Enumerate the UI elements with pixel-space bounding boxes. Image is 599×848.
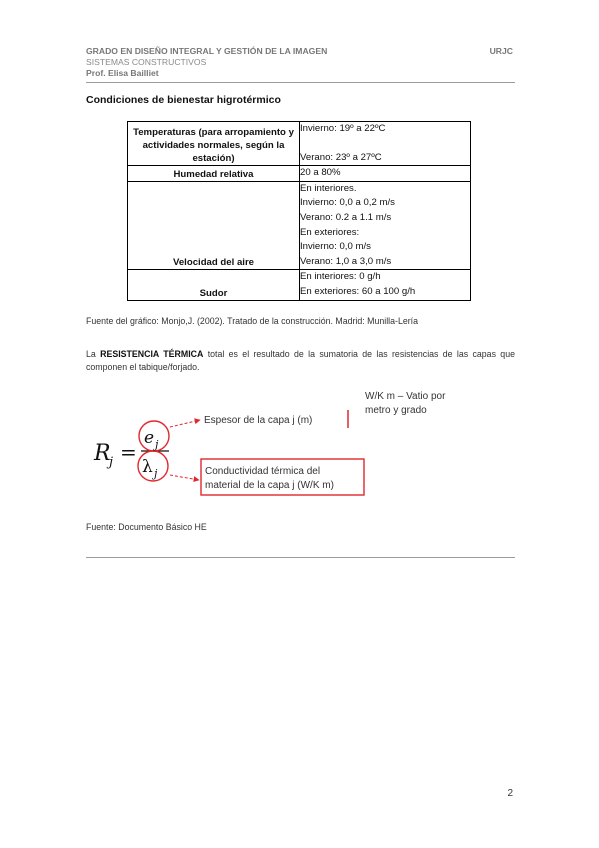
- table-value: Verano: 0.2 a 1.1 m/s: [300, 211, 392, 223]
- thermal-resistance-paragraph: [86, 348, 515, 374]
- row-values-sweat: [300, 270, 471, 300]
- arrow-to-thickness-label: [170, 420, 200, 427]
- table-value: Invierno: 0,0 m/s: [300, 241, 371, 253]
- header-professor: Prof. Elisa Bailliet: [86, 68, 159, 78]
- paragraph-body: total es el resultado de la sumatoria de las resistencias de las capas que componen el tabique/forjado.: [86, 349, 515, 372]
- table-value: Verano: 23º a 27ºC: [300, 151, 382, 163]
- row-values-temperatures: [300, 122, 471, 166]
- table-value: Invierno: 0,0 a 0,2 m/s: [300, 197, 395, 209]
- formula-equals: =: [120, 440, 137, 464]
- paragraph-intro: La: [86, 349, 101, 359]
- header-course: SISTEMAS CONSTRUCTIVOS: [86, 57, 207, 67]
- table-value: En exteriores:: [300, 226, 360, 238]
- row-label-humidity: Humedad relativa: [128, 166, 300, 182]
- header-institution: URJC: [489, 46, 513, 56]
- table-row: [128, 181, 471, 270]
- formula-lhs-subscript: j: [109, 455, 114, 470]
- thermal-resistance-formula: [86, 380, 515, 510]
- table-value: En exteriores: 60 a 100 g/h: [300, 285, 416, 297]
- table-row: [128, 166, 471, 182]
- row-label-air-speed: Velocidad del aire: [128, 181, 300, 270]
- arrow-to-conductivity-label: [170, 475, 199, 480]
- formula-numerator: e: [144, 428, 155, 448]
- table-row: [128, 122, 471, 166]
- formula-source: Fuente: Documento Básico HE: [86, 522, 207, 532]
- table-value: En interiores: 0 g/h: [300, 271, 381, 283]
- table-value: En interiores.: [300, 182, 357, 194]
- row-label-sweat: Sudor: [128, 270, 300, 300]
- thickness-label: Espesor de la capa j (m): [204, 415, 313, 426]
- row-values-humidity: [300, 166, 471, 182]
- header-divider: [86, 82, 515, 83]
- table-source: Fuente del gráfico: Monjo,J. (2002). Tratado de la construcción. Madrid: Munilla-Lería: [86, 316, 419, 326]
- formula-numerator-subscript: j: [155, 438, 159, 451]
- formula-denominator-subscript: j: [154, 467, 158, 480]
- table-value: Verano: 1,0 a 3,0 m/s: [300, 255, 392, 267]
- table-value: Invierno: 19º a 22ºC: [300, 123, 386, 134]
- unit-note: W/K m – Vatio por metro y grado: [365, 391, 446, 416]
- formula-lhs: R: [94, 441, 111, 466]
- comfort-table: [127, 121, 471, 301]
- header-degree: GRADO EN DISEÑO INTEGRAL Y GESTIÓN DE LA IMAGEN: [86, 46, 328, 56]
- section-title: Condiciones de bienestar higrotérmico: [86, 94, 281, 106]
- footer-divider: [86, 557, 515, 558]
- table-value: 20 a 80%: [300, 167, 341, 179]
- conductivity-label: Conductividad térmica del material de la capa j (W/K m): [205, 466, 334, 491]
- page-number: 2: [507, 788, 513, 799]
- row-values-air-speed: [300, 181, 471, 270]
- row-label-temperatures: Temperaturas (para arropamiento y actividades normales, según la estación): [128, 122, 300, 166]
- formula-denominator: λ: [142, 457, 153, 477]
- paragraph-term: RESISTENCIA TÉRMICA: [100, 349, 204, 359]
- table-row: [128, 270, 471, 300]
- page-header: [86, 46, 327, 79]
